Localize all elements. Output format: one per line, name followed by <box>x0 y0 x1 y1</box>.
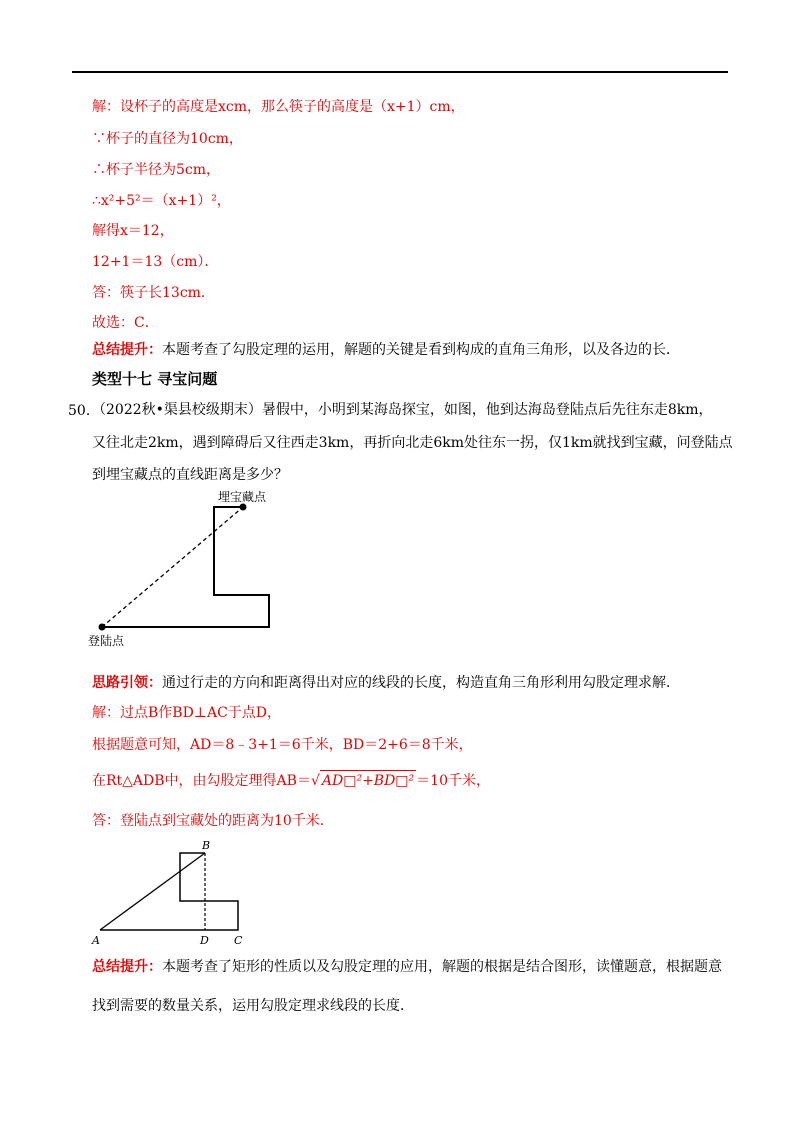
question-line-3: 到埋宝藏点的直线距离是多少？ <box>92 467 288 483</box>
label-A: A <box>92 934 100 947</box>
walking-path <box>102 507 269 627</box>
label-C: C <box>234 934 243 947</box>
solution-line-5: 解得x＝12， <box>92 223 174 239</box>
question-line-1: （2022秋•渠县校级期末）暑假中，小明到某海岛探宝，如图，他到达海岛登陆点后先往东走8km， <box>92 402 713 418</box>
treasure-point-marker <box>240 504 247 511</box>
solution2-line-2: 根据题意可知，AD＝8﹣3+1＝6千米，BD＝2+6＝8千米， <box>92 737 473 753</box>
solution-line-3: ∴杯子半径为5cm， <box>92 162 221 178</box>
solution-line-7: 答：筷子长13cm． <box>92 285 215 301</box>
label-B: B <box>202 839 211 852</box>
solution-line-8: 故选：C． <box>92 315 159 331</box>
walking-path-figure2 <box>100 853 238 930</box>
solution2-line-3-prefix: 在Rt△ADB中，由勾股定理得AB＝ <box>92 773 311 789</box>
solution2-line-4: 答：登陆点到宝藏处的距离为10千米． <box>92 813 334 829</box>
header-rule <box>72 71 728 73</box>
segment-AB <box>100 853 205 930</box>
summary-1-text: 本题考查了勾股定理的运用，解题的关键是看到构成的直角三角形，以及各边的长． <box>162 342 680 358</box>
landing-label: 登陆点 <box>88 634 125 648</box>
hint <box>92 673 680 693</box>
summary-2-line-2: 找到需要的数量关系，运用勾股定理求线段的长度． <box>92 998 414 1014</box>
solution-line-2: ∵杯子的直径为10cm， <box>92 131 243 147</box>
hint-text: 通过行走的方向和距离得出对应的线段的长度，构造直角三角形利用勾股定理求解． <box>162 675 680 691</box>
question-line-2: 又往北走2km，遇到障碍后又往西走3km，再折向北走6km处往东一拐，仅1km就找到宝藏，问登陆点 <box>92 435 733 451</box>
label-D: D <box>200 934 209 947</box>
question-number: 50． <box>68 403 100 419</box>
sqrt-radicand: AD□²+BD□² <box>320 770 416 791</box>
solution-line-4: ∴x²+5²＝（x+1）²， <box>92 193 231 209</box>
summary-1 <box>92 340 680 360</box>
hint-label: 思路引领： <box>92 675 162 691</box>
geometry-figure <box>88 835 248 950</box>
treasure-label: 埋宝藏点 <box>218 490 267 504</box>
summary-2-line-1: 本题考查了矩形的性质以及勾股定理的应用，解题的根据是结合图形，读懂题意，根据题意 <box>162 959 722 975</box>
solution-line-6: 12+1＝13（cm）． <box>92 254 219 270</box>
sqrt-sign: √ <box>310 773 320 789</box>
solution-line-1: 解：设杯子的高度是xcm，那么筷子的高度是（x+1）cm， <box>92 99 465 115</box>
straight-line-distance <box>102 507 243 627</box>
summary-2-label: 总结提升： <box>92 959 162 975</box>
section-heading: 类型十七 寻宝问题 <box>92 370 218 388</box>
solution2-line-3 <box>92 770 490 791</box>
treasure-path-figure <box>88 490 288 650</box>
solution2-line-1: 解：过点B作BD⊥AC于点D， <box>92 705 282 721</box>
summary-1-label: 总结提升： <box>92 342 162 358</box>
landing-point-marker <box>99 624 106 631</box>
solution2-line-3-suffix: ＝10千米， <box>416 773 490 789</box>
summary-2 <box>92 957 722 977</box>
